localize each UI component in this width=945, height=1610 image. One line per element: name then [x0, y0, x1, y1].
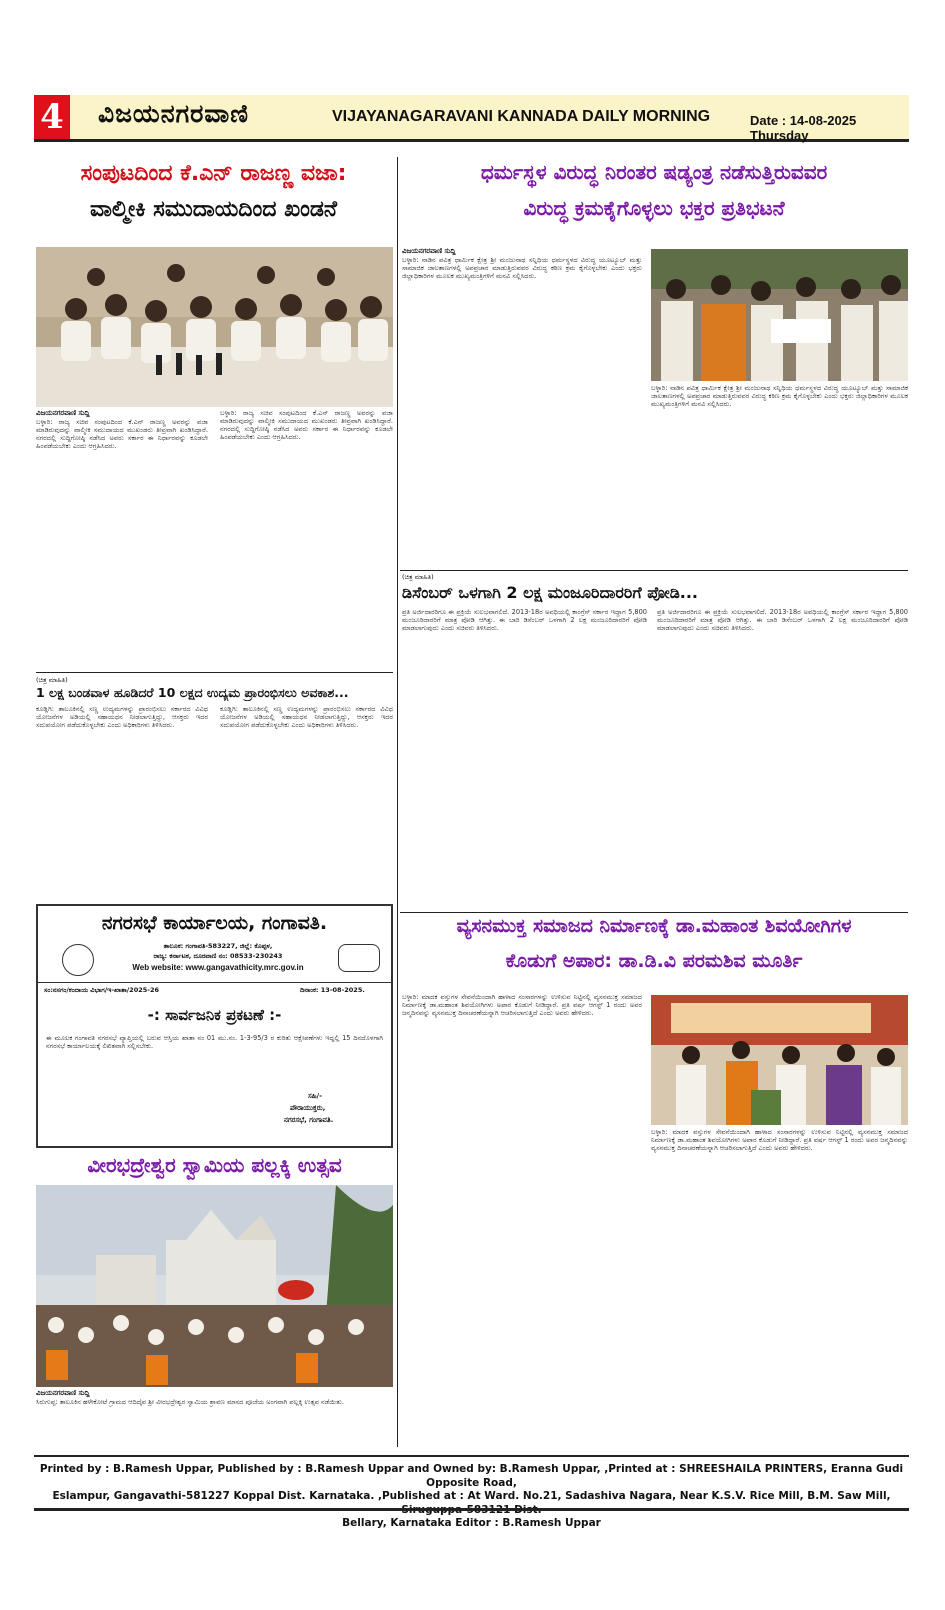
public-notice-ad	[36, 904, 393, 1148]
divider	[36, 672, 393, 673]
notice-sign2: ಪೌರಾಯುಕ್ತರು,	[290, 1104, 326, 1112]
issue-date: Date : 14-08-2025 Thursday	[750, 113, 857, 143]
story2-body-col2: ಕೂಡ್ಲಿಗಿ: ತಾಲೂಕಿನಲ್ಲಿ ಸಣ್ಣ ಉದ್ಯಮಗಳನ್ನು ಪ್ರಾರಂಭಿಸಲು ಸರ್ಕಾರದ ವಿವಿಧ ಯೋಜನೆಗಳ ಅಡಿಯಲ್ಲಿ ಸಹಾಯಧನ ನೀಡಲಾಗುತ್ತಿದ್ದು, ಆಸಕ್ತರು ಇದರ ಸದುಪಯೋಗ ಪಡೆದುಕೊಳ್ಳಬೇಕು ಎಂದು ಅಧಿಕಾರಿಗಳು ತಿಳಿಸಿದರು.	[220, 705, 393, 730]
story1-headline-line2: ವಾಲ್ಮೀಕಿ ಸಮುದಾಯದಿಂದ ಖಂಡನೆ	[89, 197, 338, 222]
story1-dateline: ವಿಜಯನಗರವಾಣಿ ಸುದ್ದಿ	[36, 409, 90, 417]
press-meet-photo	[36, 247, 393, 407]
story2-label: (ಚಿತ್ರ ಮಾಹಿತಿ)	[36, 676, 68, 684]
story4-headline-line1: ಧರ್ಮಸ್ಥಳ ವಿರುದ್ಧ ನಿರಂತರ ಷಡ್ಯಂತ್ರ ನಡೆಸುತ್ತಿರುವವರ	[480, 160, 828, 184]
story4-dateline: ವಿಜಯನಗರವಾಣಿ ಸುದ್ದಿ	[402, 247, 456, 255]
story2-body-col1: ಕೂಡ್ಲಿಗಿ: ತಾಲೂಕಿನಲ್ಲಿ ಸಣ್ಣ ಉದ್ಯಮಗಳನ್ನು ಪ್ರಾರಂಭಿಸಲು ಸರ್ಕಾರದ ವಿವಿಧ ಯೋಜನೆಗಳ ಅಡಿಯಲ್ಲಿ ಸಹಾಯಧನ ನೀಡಲಾಗುತ್ತಿದ್ದು, ಆಸಕ್ತರು ಇದರ ಸದುಪಯೋಗ ಪಡೆದುಕೊಳ್ಳಬೇಕು ಎಂದು ಅಧಿಕಾರಿಗಳು ತಿಳಿಸಿದರು.	[36, 705, 208, 730]
emblem-icon	[62, 944, 94, 976]
notice-ref: ಸಂ:ನಸಗಂ/ಕಂದಾಯ ವಿಭಾಗ/ಇ-ಖಾತಾ/2025-26	[44, 986, 160, 994]
story3-caption: ಸಿರುಗುಪ್ಪ: ತಾಲೂಕಿನ ಹಳೇಕೋಟೆ ಗ್ರಾಮದ ಆದಿದೈವ ಶ್ರೀ ವೀರಭದ್ರೇಶ್ವರ ಸ್ವಾಮಿಯ ಶ್ರಾವಣ ಮಾಸದ ಪೂಜೆಯ ಅಂಗವಾಗಿ ಪಲ್ಲಕ್ಕಿ ಉತ್ಸವ ನಡೆಯಿತು.	[36, 1398, 344, 1406]
notice-address1: ತಾಲೂಕ: ಗಂಗಾವತಿ-583227, ಜಿಲ್ಲೆ: ಕೊಪ್ಪಳ,	[163, 942, 273, 950]
notice-title: -: ಸಾರ್ವಜನಿಕ ಪ್ರಕಟಣೆ :-	[147, 1006, 282, 1024]
divider	[38, 982, 391, 983]
imprint-footer	[34, 1463, 909, 1531]
story5-body-col2: ಪ್ರತಿ ಅರ್ಜಿದಾರರಿಗೂ ಈ ಪ್ರಕ್ರಿಯೆ ಸುಲಭವಾಗಲಿದೆ. 2013-18ರ ಅವಧಿಯಲ್ಲಿ ಕಾಂಗ್ರೆಸ್ ಸರ್ಕಾರ ಇದ್ದಾಗ 5,800 ಮಂಜೂರಿದಾರರಿಗೆ ಮಾತ್ರ ಪೋಡಿ ಆಗಿತ್ತು. ಈ ಬಾರಿ ಡಿಸೆಂಬರ್ ಒಳಗಾಗಿ 2 ಲಕ್ಷ ಮಂಜೂರಿದಾರರಿಗೆ ಪೋಡಿ ಮಾಡಲಾಗುವುದು ಎಂದು ಸಚಿವರು ತಿಳಿಸಿದರು.	[657, 608, 908, 633]
masthead	[34, 95, 909, 142]
column-divider	[397, 157, 398, 1447]
story3-headline: ವೀರಭದ್ರೇಶ್ವರ ಸ್ವಾಮಿಯ ಪಲ್ಲಕ್ಕಿ ಉತ್ಸವ	[87, 1153, 342, 1177]
story2-headline: 1 ಲಕ್ಷ ಬಂಡವಾಳ ಹೂಡಿದರೆ 10 ಲಕ್ಷದ ಉದ್ಯಮ ಪ್ರಾರಂಭಿಸಲು ಅವಕಾಶ...	[36, 685, 349, 700]
imprint-line3: Bellary, Karnataka Editor : B.Ramesh Uppar	[342, 1517, 601, 1529]
story5-body-col1: ಪ್ರತಿ ಅರ್ಜಿದಾರರಿಗೂ ಈ ಪ್ರಕ್ರಿಯೆ ಸುಲಭವಾಗಲಿದೆ. 2013-18ರ ಅವಧಿಯಲ್ಲಿ ಕಾಂಗ್ರೆಸ್ ಸರ್ಕಾರ ಇದ್ದಾಗ 5,800 ಮಂಜೂರಿದಾರರಿಗೆ ಮಾತ್ರ ಪೋಡಿ ಆಗಿತ್ತು. ಈ ಬಾರಿ ಡಿಸೆಂಬರ್ ಒಳಗಾಗಿ 2 ಲಕ್ಷ ಮಂಜೂರಿದಾರರಿಗೆ ಪೋಡಿ ಮಾಡಲಾಗುವುದು ಎಂದು ಸಚಿವರು ತಿಳಿಸಿದರು.	[402, 608, 647, 633]
story5-label: (ಚಿತ್ರ ಮಾಹಿತಿ)	[402, 573, 434, 581]
story5-headline: ಡಿಸೆಂಬರ್ ಒಳಗಾಗಿ 2 ಲಕ್ಷ ಮಂಜೂರಿದಾರರಿಗೆ ಪೋಡಿ...	[402, 583, 699, 602]
imprint-line1: Printed by : B.Ramesh Uppar, Published by : B.Ramesh Uppar and Owned by: B.Ramesh Uppar, ,Printed at : SHREESHAILA PRINTERS, Eranna Gudi Opposite Road,	[39, 1463, 904, 1489]
story3-dateline: ವಿಜಯನಗರವಾಣಿ ಸುದ್ದಿ	[36, 1389, 90, 1397]
award-ceremony-photo	[651, 995, 908, 1125]
swachh-logo-icon	[338, 944, 380, 972]
protest-photo	[651, 249, 908, 381]
paper-name-english: VIJAYANAGARAVANI KANNADA DAILY MORNING	[332, 108, 711, 125]
page-number: 4	[34, 95, 70, 139]
divider	[400, 570, 908, 571]
notice-office: ನಗರಸಭೆ ಕಾರ್ಯಾಲಯ, ಗಂಗಾವತಿ.	[101, 912, 328, 934]
notice-address2: ರಾಜ್ಯ: ಕರ್ನಾಟಕ, ದೂರವಾಣಿ ನಂ: 08533-230243	[153, 952, 283, 960]
notice-website: Web website: www.gangavathicity.mrc.gov.in	[132, 963, 304, 972]
footer-bottom-rule	[34, 1508, 909, 1511]
story4-headline-line2: ವಿರುದ್ಧ ಕ್ರಮಕೈಗೊಳ್ಳಲು ಭಕ್ತರ ಪ್ರತಿಭಟನೆ	[523, 196, 785, 220]
notice-date: ದಿನಾಂಕ: 13-08-2025.	[300, 986, 365, 994]
notice-sign1: ಸಹಿ/-	[308, 1092, 322, 1100]
story1-body-col1: ಬಳ್ಳಾರಿ: ರಾಜ್ಯ ಸಚಿವ ಸಂಪುಟದಿಂದ ಕೆ.ಎನ್ ರಾಜಣ್ಣ ಅವರನ್ನು ವಜಾ ಮಾಡಿರುವುದನ್ನು ವಾಲ್ಮೀಕಿ ಸಮುದಾಯದ ಮುಖಂಡರು ತೀವ್ರವಾಗಿ ಖಂಡಿಸಿದ್ದಾರೆ. ನಗರದಲ್ಲಿ ಸುದ್ದಿಗೋಷ್ಠಿ ನಡೆಸಿದ ಅವರು ಸರ್ಕಾರ ಈ ನಿರ್ಧಾರವನ್ನು ಕೂಡಲೇ ಹಿಂಪಡೆಯಬೇಕು ಎಂದು ಆಗ್ರಹಿಸಿದರು.	[36, 418, 208, 451]
footer-rule	[34, 1455, 909, 1457]
divider	[400, 912, 908, 913]
story1-headline-line1: ಸಂಪುಟದಿಂದ ಕೆ.ಎನ್ ರಾಜಣ್ಣ ವಜಾ:	[80, 161, 347, 186]
notice-sign3: ನಗರಸಭೆ, ಗಂಗಾವತಿ.	[284, 1116, 334, 1124]
paper-name-kannada: ವಿಜಯನಗರವಾಣಿ	[98, 99, 249, 128]
story1-body-col2: ಬಳ್ಳಾರಿ: ರಾಜ್ಯ ಸಚಿವ ಸಂಪುಟದಿಂದ ಕೆ.ಎನ್ ರಾಜಣ್ಣ ಅವರನ್ನು ವಜಾ ಮಾಡಿರುವುದನ್ನು ವಾಲ್ಮೀಕಿ ಸಮುದಾಯದ ಮುಖಂಡರು ತೀವ್ರವಾಗಿ ಖಂಡಿಸಿದ್ದಾರೆ. ನಗರದಲ್ಲಿ ಸುದ್ದಿಗೋಷ್ಠಿ ನಡೆಸಿದ ಅವರು ಸರ್ಕಾರ ಈ ನಿರ್ಧಾರವನ್ನು ಕೂಡಲೇ ಹಿಂಪಡೆಯಬೇಕು ಎಂದು ಆಗ್ರಹಿಸಿದರು.	[220, 409, 393, 442]
festival-photo	[36, 1185, 393, 1387]
notice-body: ಈ ಮೂಲಕ ಗಂಗಾವತಿ ನಗರಸಭೆ ವ್ಯಾಪ್ತಿಯಲ್ಲಿ ಬರುವ ಆಸ್ತಿಯ ಖಾತಾ ನಂ 01 ಮು.ನಂ. 1-3-95/3 ರ ಕುರಿತು ಆಕ್ಷೇಪಣೆಗಳು ಇದ್ದಲ್ಲಿ 15 ದಿನದೊಳಗಾಗಿ ನಗರಸಭೆ ಕಾರ್ಯಾಲಯಕ್ಕೆ ಲಿಖಿತವಾಗಿ ಸಲ್ಲಿಸಬೇಕು.	[46, 1034, 383, 1051]
story6-body-col1: ಬಳ್ಳಾರಿ: ಮಾದಕ ವಸ್ತುಗಳ ಸೇವನೆಯಿಂದಾಗಿ ಹಾಳಾದ ಸಂಸಾರಗಳನ್ನು ಉಳಿಸುವ ನಿಟ್ಟಿನಲ್ಲಿ ವ್ಯಸನಮುಕ್ತ ಸಮಾಜದ ನಿರ್ಮಾಣಕ್ಕೆ ಡಾ.ಮಹಾಂತ ಶಿವಯೋಗಿಗಳು ಅಪಾರ ಕೊಡುಗೆ ನೀಡಿದ್ದಾರೆ. ಪ್ರತಿ ವರ್ಷ ಆಗಸ್ಟ್ 1 ರಂದು ಅವರ ಜನ್ಮದಿನವನ್ನು ವ್ಯಸನಮುಕ್ತ ದಿನಾಚರಣೆಯನ್ನಾಗಿ ಆಚರಿಸಲಾಗುತ್ತಿದೆ ಎಂದು ಅವರು ಹೇಳಿದರು.	[402, 993, 642, 1018]
story4-body-col2: ಬಳ್ಳಾರಿ: ನಾಡಿನ ಪವಿತ್ರ ಧಾರ್ಮಿಕ ಕ್ಷೇತ್ರ ಶ್ರೀ ಮಂಜುನಾಥ ಸನ್ನಿಧಿಯ ಧರ್ಮಸ್ಥಳದ ವಿರುದ್ಧ ಯೂಟ್ಯೂಬ್ ಮತ್ತು ಸಾಮಾಜಿಕ ಜಾಲತಾಣಗಳಲ್ಲಿ ಅಪಪ್ರಚಾರ ಮಾಡುತ್ತಿರುವವರ ವಿರುದ್ಧ ಕಠಿಣ ಕ್ರಮ ಕೈಗೊಳ್ಳಬೇಕು ಎಂದು ಭಕ್ತರು ಜಿಲ್ಲಾಧಿಕಾರಿಗಳ ಮೂಲಕ ಮುಖ್ಯಮಂತ್ರಿಗಳಿಗೆ ಮನವಿ ಸಲ್ಲಿಸಿದರು.	[651, 384, 908, 409]
story6-headline-line1: ವ್ಯಸನಮುಕ್ತ ಸಮಾಜದ ನಿರ್ಮಾಣಕ್ಕೆ ಡಾ.ಮಹಾಂತ ಶಿವಯೋಗಿಗಳ	[456, 915, 852, 937]
story4-body-col1: ಬಳ್ಳಾರಿ: ನಾಡಿನ ಪವಿತ್ರ ಧಾರ್ಮಿಕ ಕ್ಷೇತ್ರ ಶ್ರೀ ಮಂಜುನಾಥ ಸನ್ನಿಧಿಯ ಧರ್ಮಸ್ಥಳದ ವಿರುದ್ಧ ಯೂಟ್ಯೂಬ್ ಮತ್ತು ಸಾಮಾಜಿಕ ಜಾಲತಾಣಗಳಲ್ಲಿ ಅಪಪ್ರಚಾರ ಮಾಡುತ್ತಿರುವವರ ವಿರುದ್ಧ ಕಠಿಣ ಕ್ರಮ ಕೈಗೊಳ್ಳಬೇಕು ಎಂದು ಭಕ್ತರು ಜಿಲ್ಲಾಧಿಕಾರಿಗಳ ಮೂಲಕ ಮುಖ್ಯಮಂತ್ರಿಗಳಿಗೆ ಮನವಿ ಸಲ್ಲಿಸಿದರು.	[402, 256, 642, 281]
story6-body-col2: ಬಳ್ಳಾರಿ: ಮಾದಕ ವಸ್ತುಗಳ ಸೇವನೆಯಿಂದಾಗಿ ಹಾಳಾದ ಸಂಸಾರಗಳನ್ನು ಉಳಿಸುವ ನಿಟ್ಟಿನಲ್ಲಿ ವ್ಯಸನಮುಕ್ತ ಸಮಾಜದ ನಿರ್ಮಾಣಕ್ಕೆ ಡಾ.ಮಹಾಂತ ಶಿವಯೋಗಿಗಳು ಅಪಾರ ಕೊಡುಗೆ ನೀಡಿದ್ದಾರೆ. ಪ್ರತಿ ವರ್ಷ ಆಗಸ್ಟ್ 1 ರಂದು ಅವರ ಜನ್ಮದಿನವನ್ನು ವ್ಯಸನಮುಕ್ತ ದಿನಾಚರಣೆಯನ್ನಾಗಿ ಆಚರಿಸಲಾಗುತ್ತಿದೆ ಎಂದು ಅವರು ಹೇಳಿದರು.	[651, 1128, 908, 1153]
story6-headline-line2: ಕೊಡುಗೆ ಅಪಾರ: ಡಾ.ಡಿ.ವಿ ಪರಮಶಿವ ಮೂರ್ತಿ	[505, 950, 803, 972]
imprint-line2: Eslampur, Gangavathi-581227 Koppal Dist. Karnataka. ,Published at : At Ward. No.21, Sadashiva Nagara, Near K.S.V. Rice Mill, B.M. Saw Mill,	[52, 1490, 891, 1502]
